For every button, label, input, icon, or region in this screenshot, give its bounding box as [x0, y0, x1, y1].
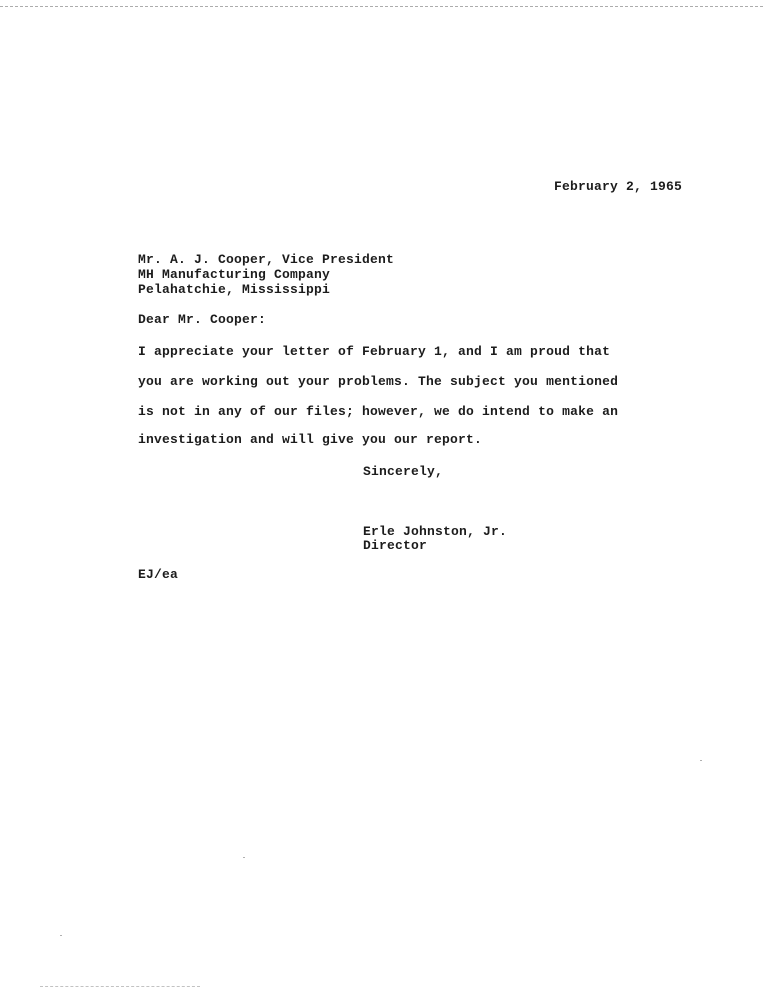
signer-name: Erle Johnston, Jr.	[363, 524, 508, 539]
salutation: Dear Mr. Cooper:	[138, 312, 267, 327]
signer-title: Director	[363, 538, 428, 553]
page-top-edge	[0, 0, 763, 7]
body-line: you are working out your problems. The subject you mentioned	[138, 374, 619, 389]
recipient-company-line: MH Manufacturing Company	[138, 267, 331, 282]
recipient-city-line: Pelahatchie, Mississippi	[138, 282, 331, 297]
letter-date: February 2, 1965	[554, 179, 683, 194]
scan-speck	[243, 857, 245, 858]
scan-speck	[700, 760, 702, 761]
body-line: investigation and will give you our report.	[138, 432, 483, 447]
typist-initials: EJ/ea	[138, 567, 179, 582]
recipient-name-line: Mr. A. J. Cooper, Vice President	[138, 252, 395, 267]
closing: Sincerely,	[363, 464, 444, 479]
scan-speck	[60, 935, 62, 936]
page-bottom-edge	[40, 986, 200, 987]
body-line: I appreciate your letter of February 1, and I am proud that	[138, 344, 611, 359]
body-line: is not in any of our files; however, we do intend to make an	[138, 404, 619, 419]
